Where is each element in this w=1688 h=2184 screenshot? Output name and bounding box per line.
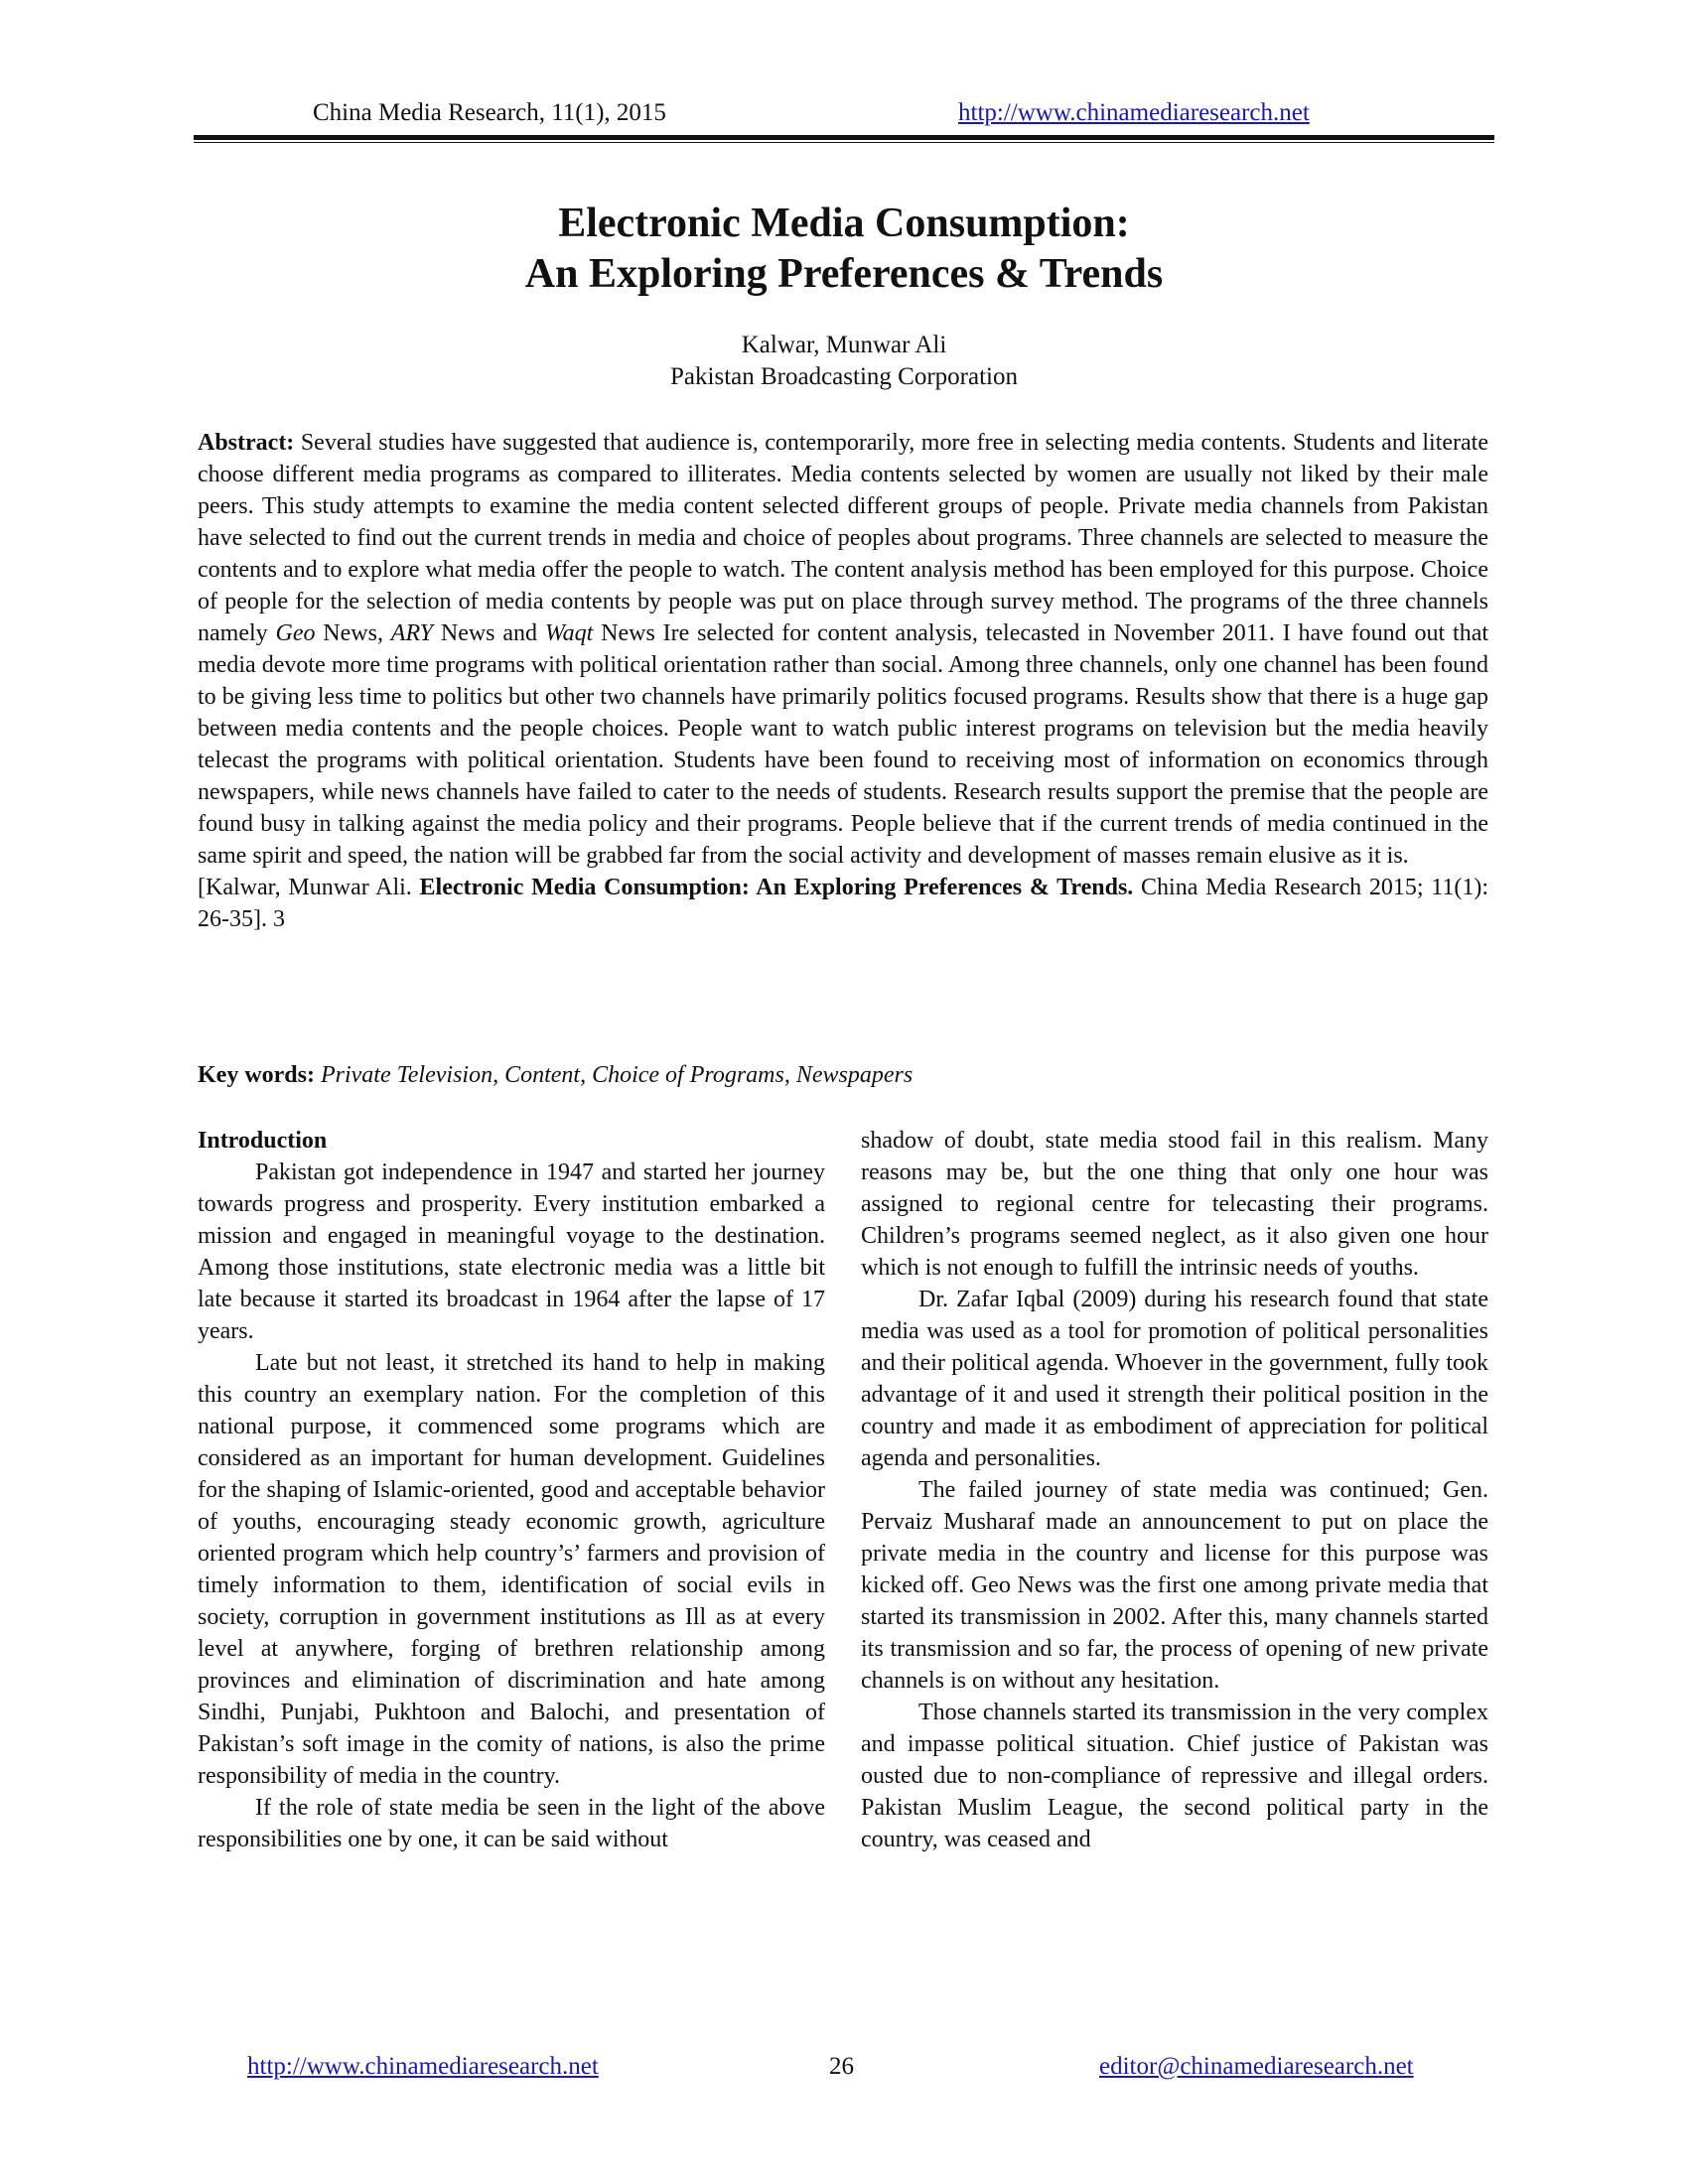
- paragraph: Late but not least, it stretched its hand to help in making this country an exemplary nation. For the completion of this national purpose, it commenced some programs which are considered as an important for human development. Guidelines for the shaping of Islamic-oriented, good and acceptable behavior of youths, encouraging steady economic growth, agriculture oriented program which help country’s’ farmers and provision of timely information to them, identification of social evils in society, corruption in government institutions as Ill as at every level at anywhere, forging of brethren relationship among provinces and elimination of discrimination and hate among Sindhi, Punjabi, Pukhtoon and Balochi, and presentation of Pakistan’s soft image in the comity of nations, is also the prime responsibility of media in the country.: [198, 1350, 825, 1789]
- citation-prefix: [Kalwar, Munwar Ali.: [198, 875, 420, 900]
- body-column-right: [861, 1125, 1488, 1855]
- body-column-left: [198, 1125, 825, 1855]
- paragraph: Those channels started its transmission in the very complex and impasse political situation. Chief justice of Pakistan was ousted due to non-compliance of repressive and illegal orders. Pakistan Muslim League, the second political party in the country, was ceased and: [861, 1700, 1488, 1852]
- header-url-link[interactable]: http://www.chinamediaresearch.net: [958, 99, 1310, 126]
- citation-title: Electronic Media Consumption: An Exploring Preferences & Trends.: [419, 875, 1134, 900]
- abstract-text: Several studies have suggested that audience is, contemporarily, more free in selecting media contents. Students and literate choose different media programs as compared to illiterates. Media contents selected by women are usually not liked by their male peers. This study attempts to examine the media content selected different groups of people. Private media channels from Pakistan have selected to find out the current trends in media and choice of peoples about programs. Three channels are selected to measure the contents and to explore what media offer the people to watch. The content analysis method has been employed for this purpose. Choice of people for the selection of media contents by people was put on place through survey method. The programs of the three channels namely: [198, 430, 1488, 646]
- author-block: [194, 330, 1494, 393]
- paragraph: The failed journey of state media was continued; Gen. Pervaiz Musharaf made an announcement to put on place the private media in the country and license for this purpose was kicked off. Geo News was the first one among private media that started its transmission in 2002. After this, many channels started its transmission and so far, the process of opening of new private channels is on without any hesitation.: [861, 1477, 1488, 1694]
- footer-url-link[interactable]: http://www.chinamediaresearch.net: [247, 2053, 599, 2080]
- citation-suffix: China Media Research 2015; 11(1): 26-35]. 3: [198, 875, 1488, 932]
- paper-title: [194, 199, 1494, 300]
- page-number: 26: [829, 2053, 854, 2080]
- abstract-text: News,: [315, 620, 391, 646]
- keywords-list: Private Television, Content, Choice of Programs, Newspapers: [314, 1062, 914, 1088]
- title-line-1: Electronic Media Consumption:: [558, 201, 1130, 246]
- section-heading-introduction: Introduction: [198, 1128, 328, 1154]
- keywords: [198, 1059, 1488, 1091]
- page-footer: [194, 2053, 1494, 2087]
- paragraph: If the role of state media be seen in the light of the above responsibilities one by one, it can be said without: [198, 1795, 825, 1852]
- author-affiliation: Pakistan Broadcasting Corporation: [670, 363, 1018, 390]
- citation: [198, 872, 1488, 935]
- abstract: [198, 427, 1488, 935]
- abstract-label: Abstract:: [198, 430, 295, 456]
- journal-citation: China Media Research, 11(1), 2015: [313, 99, 666, 126]
- header-rule-thin: [194, 142, 1494, 143]
- abstract-body: [198, 427, 1488, 872]
- keywords-label: Key words:: [198, 1062, 315, 1088]
- channel-ary: ARY: [390, 620, 434, 646]
- channel-waqt: Waqt: [544, 620, 594, 646]
- abstract-text: News and: [433, 620, 545, 646]
- author-name: Kalwar, Munwar Ali: [741, 332, 947, 358]
- paragraph: Pakistan got independence in 1947 and started her journey towards progress and prosperity. Every institution embarked a mission and engaged in meaningful voyage to the destination. Among those institutions, state electronic media was a little bit late because it started its broadcast in 1964 after the lapse of 17 years.: [198, 1160, 825, 1344]
- paragraph: Dr. Zafar Iqbal (2009) during his research found that state media was used as a tool for promotion of political personalities and their political agenda. Whoever in the government, fully took advantage of it and used it strength their political position in the country and made it as embodiment of appreciation for political agenda and personalities.: [861, 1287, 1488, 1471]
- footer-email-link[interactable]: editor@chinamediaresearch.net: [1099, 2053, 1414, 2080]
- header-rule-thick: [194, 135, 1494, 140]
- abstract-text: News Ire selected for content analysis, telecasted in November 2011. I have found out that media devote more time programs with political orientation rather than social. Among three channels, only one channel has been found to be giving less time to politics but other two channels have primarily politics focused programs. Results show that there is a huge gap between media contents and the people choices. People want to watch public interest programs on television but the media heavily telecast the programs with political orientation. Students have been found to receiving most of information on economics through newspapers, while news channels have failed to cater to the needs of students. Research results support the premise that the people are found busy in talking against the media policy and their programs. People believe that if the current trends of media continued in the same spirit and speed, the nation will be grabbed far from the social activity and development of masses remain elusive as it is.: [198, 620, 1489, 869]
- paragraph-continued: shadow of doubt, state media stood fail in this realism. Many reasons may be, but the one thing that only one hour was assigned to regional centre for telecasting their programs. Children’s programs seemed neglect, as it also given one hour which is not enough to fulfill the intrinsic needs of youths.: [861, 1128, 1488, 1281]
- running-header: [194, 99, 1494, 139]
- channel-geo: Geo: [275, 620, 316, 646]
- title-line-2: An Exploring Preferences & Trends: [524, 251, 1164, 297]
